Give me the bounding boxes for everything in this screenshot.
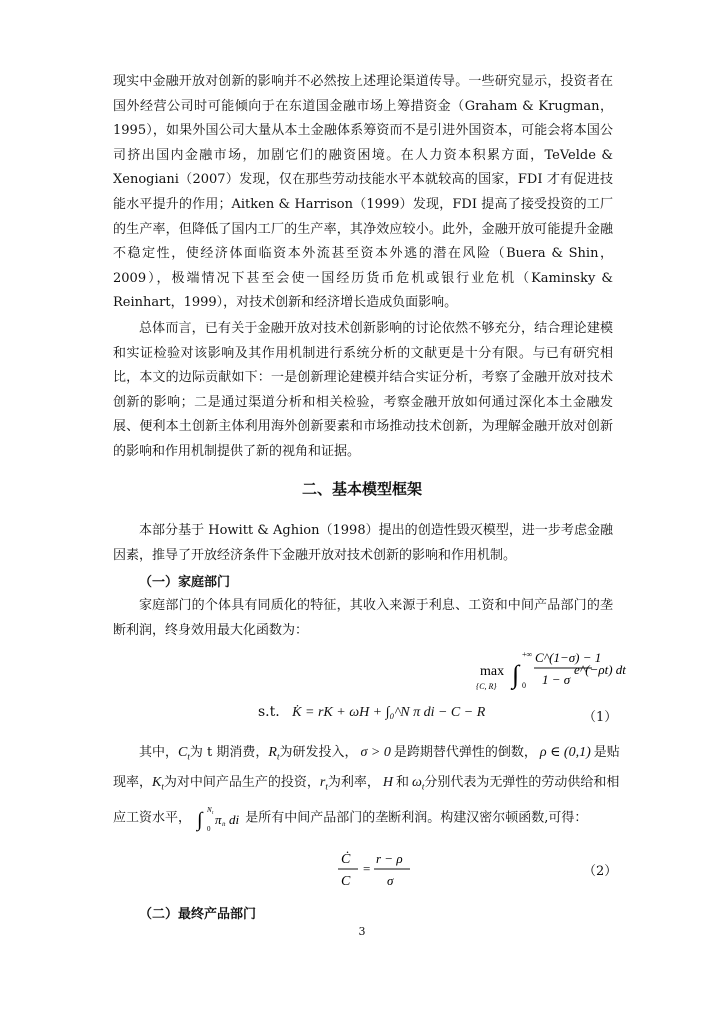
eq1-denominator: 1 − σ [542,672,571,687]
household-paragraph: 家庭部门的个体具有同质化的特征，其收入来源于利息、工资和中间产品部门的垄断利润，终身效用最大化函数为： [113,598,613,638]
eq1-max-sub: {C, R} [476,682,497,691]
section-intro-paragraph: 本部分基于 Howitt & Aghion（1998）提出的创造性毁灭模型，进一步考虑金融因素，推导了开放经济条件下金融开放对技术创新的影响和作用机制。 [113,523,613,563]
svg-text:t: t [212,811,214,816]
svg-text:N: N [207,806,212,814]
eq1-integral-lower: 0 [522,681,526,690]
equation-2 [334,845,414,891]
eq1-integral-upper: +∞ [522,650,533,659]
equation-1-objective [470,643,626,693]
equation-1-constraint [258,704,485,721]
subsection-household-heading: （一）家庭部门 [139,575,231,590]
subsection-final-goods-heading: （二）最终产品部门 [139,907,257,922]
eq1-label: （1） [583,710,618,725]
svg-text:0: 0 [207,825,211,833]
svg-text:=: = [363,861,371,876]
where-line-3: 应工资水平， ∫ N t 0 π it di 是所有中间产品部门的垄断利润。构建汉密尔顿函数,可得： [113,806,588,833]
eq1-exp: e^(−ρt) dt [574,662,626,677]
eq2-den-left: C [341,874,351,889]
where-line-1: 其中，$C_t$为 t 期消费，$R_t$为研发投入， σ > 0 是跨期替代弹性的倒数， ρ ∈ (0,1) 是贴 [139,745,620,762]
eq1-max: max [480,664,505,679]
eq1-numerator: C^(1−σ) − 1 [535,650,602,665]
summary-paragraph: 总体而言，已有关于金融开放对技术创新影响的讨论依然不够充分，结合理论建模和实证检验对该影响及其作用机制进行系统分析的文献更是十分有限。与已有研究相比，本文的边际贡献如下：一是创新理论建模并结合实证分析，考察了金融开放对技术创新的影响；二是通过渠道分析和相关检验，考察金融开放如何通过深化本土金融发展、便利本土创新主体利用海外创新要素和市场推动技术创新，为理解金融开放对创新的影响和作用机制提供了新的视角和证据。 [113,321,613,459]
svg-text:π: π [215,812,222,827]
where-line-2: 现率，$K_t$为对中间产品生产的投资，$r_t$为利率， H 和 $\omega_t$分别代表为无弹性的劳动供给和相 [113,775,620,792]
eq2-num-left: Ċ [341,852,351,867]
intro-paragraph: 现实中金融开放对创新的影响并不必然按上述理论渠道传导。一些研究显示，投资者在国外经营公司时可能倾向于在东道国金融市场上筹措资金（Graham & Krugman，1995），如果外国公司大量从本土金融体系筹资而不是引进外国资本，可能会将本国公司挤出国内金融市场，加剧它们的融资困境。在人力资本积累方面，TeVelde & Xenogiani（2007）发现，仅在那些劳动技能水平本就较高的国家，FDI 才有促进技能水平提升的作用；Aitken & Harrison（1999）发现，FDI 提高了接受投资的工厂的生产率，但降低了国内工厂的生产率，其净效应较小。此外，金融开放可能提升金融不稳定性，使经济体面临资本外流甚至资本外逃的潜在风险（Buera & Shin，2009），极端情况下甚至会使一国经历货币危机或银行业危机（Kaminsky & Reinhart，1999），对技术创新和经济增长造成负面影响。 [113,74,613,311]
svg-text:it: it [222,822,226,828]
page-number: 3 [358,925,366,938]
eq2-den-right: σ [387,873,394,888]
profit-integral [195,804,241,832]
eq1-integral: ∫ [512,660,520,689]
eq2-num-right: r − ρ [376,851,403,866]
svg-text:∫: ∫ [197,809,203,831]
eq1-constraint-expression: K̇ = rK + ωH + ∫₀^N π di − C − R [292,705,486,720]
section-heading: 二、基本模型框架 [301,480,422,498]
svg-text:di: di [229,812,240,827]
eq2-label: （2） [583,864,618,879]
eq1-st: s.t. [258,704,280,720]
